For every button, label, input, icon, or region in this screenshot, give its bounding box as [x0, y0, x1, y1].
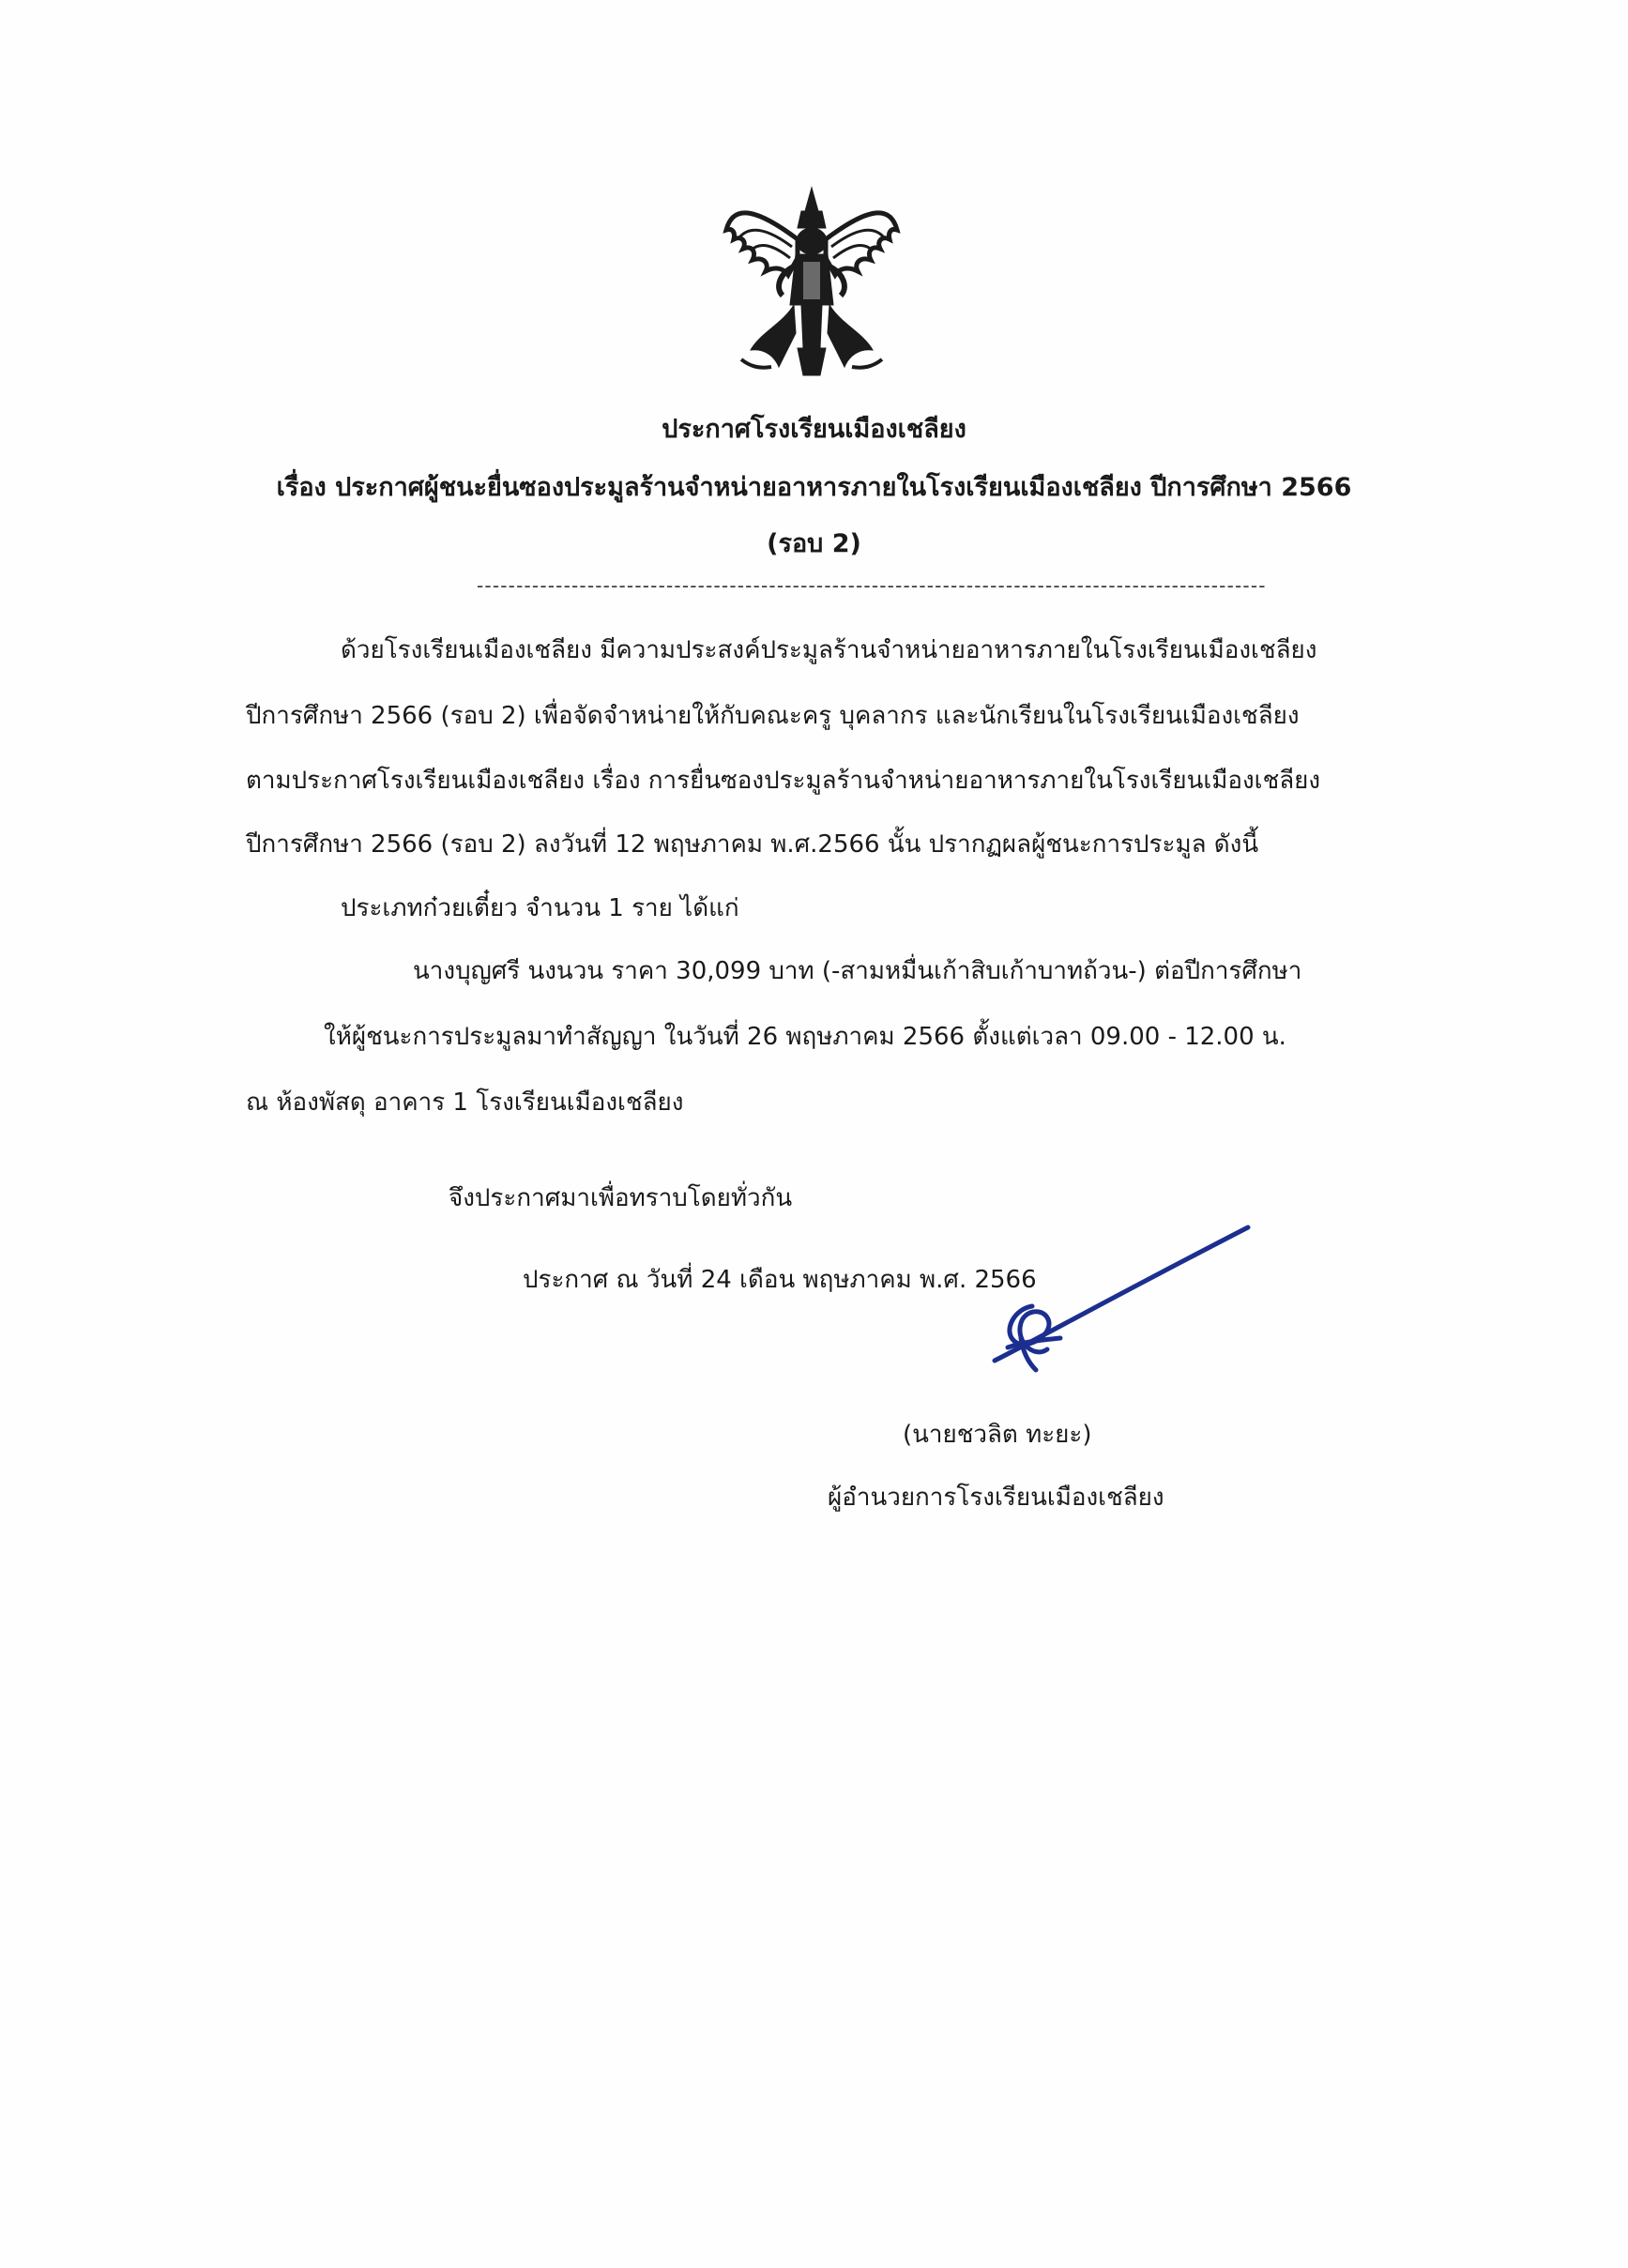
garuda-emblem-icon — [723, 183, 901, 380]
signer-name: (นายชวลิต ทะยะ) — [903, 1421, 1092, 1449]
body-line-4: ปีการศึกษา 2566 (รอบ 2) ลงวันที่ 12 พฤษภาคม พ.ศ.2566 นั้น ปรากฏผลผู้ชนะการประมูล ดังนี้ — [246, 830, 1259, 859]
body-line-2: ปีการศึกษา 2566 (รอบ 2) เพื่อจัดจำหน่ายให้กับคณะครู บุคลากร และนักเรียนในโรงเรียนเมืองเชลียง — [246, 702, 1300, 730]
document-title: ประกาศโรงเรียนเมืองเชลียง — [662, 415, 966, 444]
handwritten-signature — [966, 1220, 1267, 1408]
closing-line: จึงประกาศมาเพื่อทราบโดยทั่วกัน — [449, 1184, 793, 1212]
separator-line: ---------------------------------------------------------------------------------------------------- — [477, 574, 1267, 597]
signer-title: ผู้อำนวยการโรงเรียนเมืองเชลียง — [828, 1484, 1164, 1512]
body-line-3: ตามประกาศโรงเรียนเมืองเชลียง เรื่อง การยื่นซองประมูลร้านจำหน่ายอาหารภายในโรงเรียนเมืองเชลียง — [246, 767, 1321, 795]
body-line-5: ประเภทก๋วยเตี๋ยว จำนวน 1 ราย ได้แก่ — [341, 894, 739, 922]
body-line-1: ด้วยโรงเรียนเมืองเชลียง มีความประสงค์ประมูลร้านจำหน่ายอาหารภายในโรงเรียนเมืองเชลียง — [341, 636, 1317, 664]
body-line-6: นางบุญศรี นงนวน ราคา 30,099 บาท (-สามหมื่นเก้าสิบเก้าบาทถ้วน-) ต่อปีการศึกษา — [413, 957, 1302, 985]
document-round: (รอบ 2) — [767, 529, 861, 558]
body-line-7: ให้ผู้ชนะการประมูลมาทำสัญญา ในวันที่ 26 พฤษภาคม 2566 ตั้งแต่เวลา 09.00 - 12.00 น. — [324, 1023, 1286, 1051]
body-line-8: ณ ห้องพัสดุ อาคาร 1 โรงเรียนเมืองเชลียง — [246, 1088, 684, 1117]
announcement-date: ประกาศ ณ วันที่ 24 เดือน พฤษภาคม พ.ศ. 2566 — [523, 1266, 1037, 1294]
document-subject: เรื่อง ประกาศผู้ชนะยื่นซองประมูลร้านจำหน่ายอาหารภายในโรงเรียนเมืองเชลียง ปีการศึกษา 2566 — [276, 473, 1352, 502]
